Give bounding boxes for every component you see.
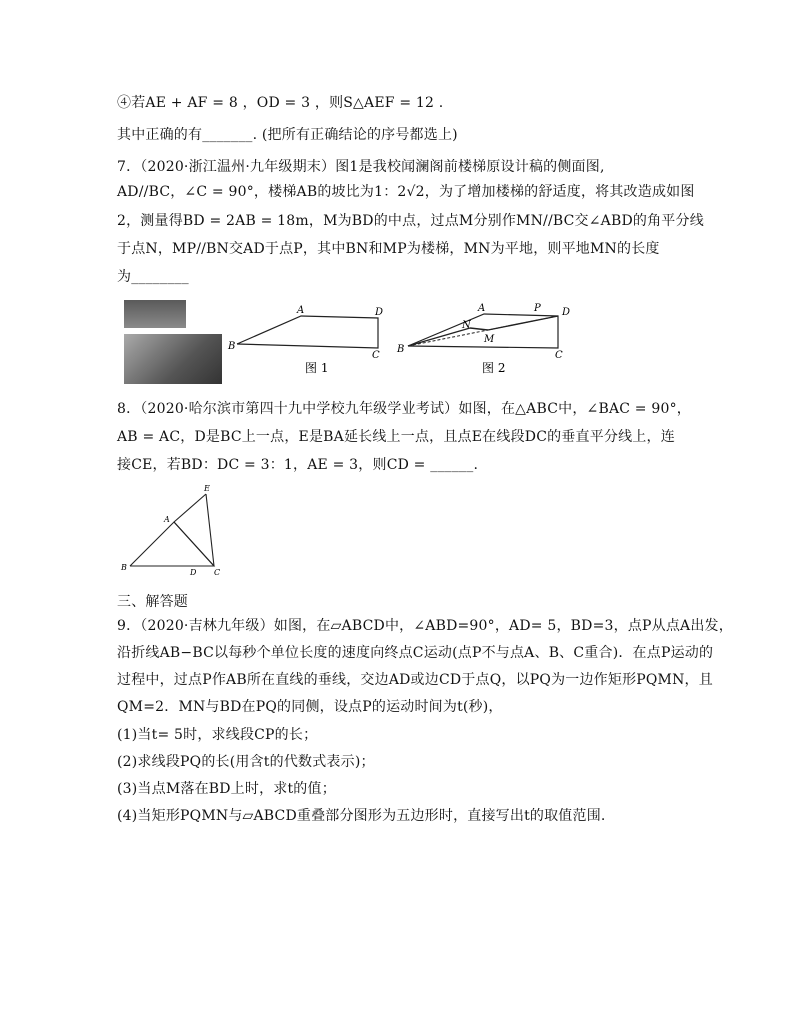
- line-3: 7．（2020·浙江温州·九年级期末）图1是我校闻澜阁前楼梯原设计稿的侧面图,: [117, 159, 605, 175]
- fig2-label-M: M: [484, 334, 495, 345]
- line-16: (1)当t= 5时，求线段CP的长；: [117, 727, 318, 743]
- fig3-label-E: E: [204, 484, 210, 493]
- fig2-label-A: A: [478, 303, 486, 314]
- fig2-bd: [408, 316, 558, 346]
- fig1-outline: [237, 316, 378, 348]
- fig2-label-C: C: [555, 350, 563, 361]
- fig1-label-B: B: [228, 341, 236, 352]
- line-10: 接CE，若BD：DC = 3：1，AE = 3，则CD = ______.: [117, 457, 479, 473]
- fig3-label-C: C: [214, 568, 221, 577]
- fig3-label-B: B: [121, 563, 127, 572]
- fig3-ec: [206, 494, 214, 566]
- fig3-ad: [174, 522, 214, 566]
- line-5: 2，测量得BD = 2AB = 18m，M为BD的中点，过点M分别作MN//BC交∠ABD的角平分线: [117, 213, 704, 229]
- line-7: 为________: [117, 269, 189, 285]
- fig1-label-A: A: [297, 305, 305, 316]
- line-9: AB = AC，D是BC上一点，E是BA延长线上一点，且点E在线段DC的垂直平分线上，连: [117, 429, 675, 445]
- fig2-bn: [408, 328, 470, 346]
- fig1-label-D: D: [375, 307, 384, 318]
- fig1-caption: 图 1: [305, 361, 329, 375]
- figure-3: [118, 482, 228, 578]
- line-1: ④若AE + AF = 8 ，OD = 3 ，则S△AEF = 12 .: [117, 95, 444, 111]
- line-8: 8．（2020·哈尔滨市第四十九中学校九年级学业考试）如图，在△ABC中，∠BAC = 90°，: [117, 401, 692, 417]
- fig3-label-D: D: [190, 568, 197, 577]
- line-19: (4)当矩形PQMN与▱ABCD重叠部分图形为五边形时，直接写出t的取值范围.: [117, 808, 606, 824]
- figure-2: [392, 300, 582, 380]
- line-18: (3)当点M落在BD上时，求t的值；: [117, 781, 336, 797]
- fig2-label-P: P: [534, 303, 541, 314]
- line-15: QM=2．MN与BD在PQ的同侧，设点P的运动时间为t(秒)，: [117, 699, 503, 715]
- line-4: AD//BC，∠C = 90°，楼梯AB的坡比为1：2√2，为了增加楼梯的舒适度，将其改造成如图: [117, 184, 695, 200]
- line-13: 沿折线AB−BC以每秒个单位长度的速度向终点C运动(点P不与点A、B、C重合)．在点P运动的: [117, 645, 714, 661]
- fig3-label-A: A: [164, 515, 170, 524]
- fig3-triangle: [130, 522, 214, 566]
- stair-photo-bottom: [124, 334, 222, 384]
- line-6: 于点N，MP//BN交AD于点P，其中BN和MP为楼梯，MN为平地，则平地MN的长度: [117, 241, 660, 257]
- fig2-label-B: B: [397, 344, 405, 355]
- fig3-ae: [174, 494, 206, 522]
- fig2-mn: [470, 328, 488, 330]
- fig2-label-N: N: [462, 320, 471, 331]
- fig2-caption: 图 2: [482, 361, 506, 375]
- line-14: 过程中，过点P作AB所在直线的垂线，交边AD或边CD于点Q，以PQ为一边作矩形PQMN，且: [117, 672, 713, 688]
- section-heading: 三、解答题: [117, 594, 188, 610]
- line-17: (2)求线段PQ的长(用含t的代数式表示)；: [117, 754, 375, 770]
- fig1-label-C: C: [372, 350, 380, 361]
- line-12: 9．（2020·吉林九年级）如图，在▱ABCD中，∠ABD=90°，AD= 5，BD=3，点P从点A出发，: [117, 618, 733, 634]
- line-2: 其中正确的有_______. (把所有正确结论的序号都选上): [117, 127, 458, 143]
- stair-photo-top: [124, 300, 186, 328]
- figure-1: [225, 300, 395, 380]
- fig2-label-D: D: [562, 307, 571, 318]
